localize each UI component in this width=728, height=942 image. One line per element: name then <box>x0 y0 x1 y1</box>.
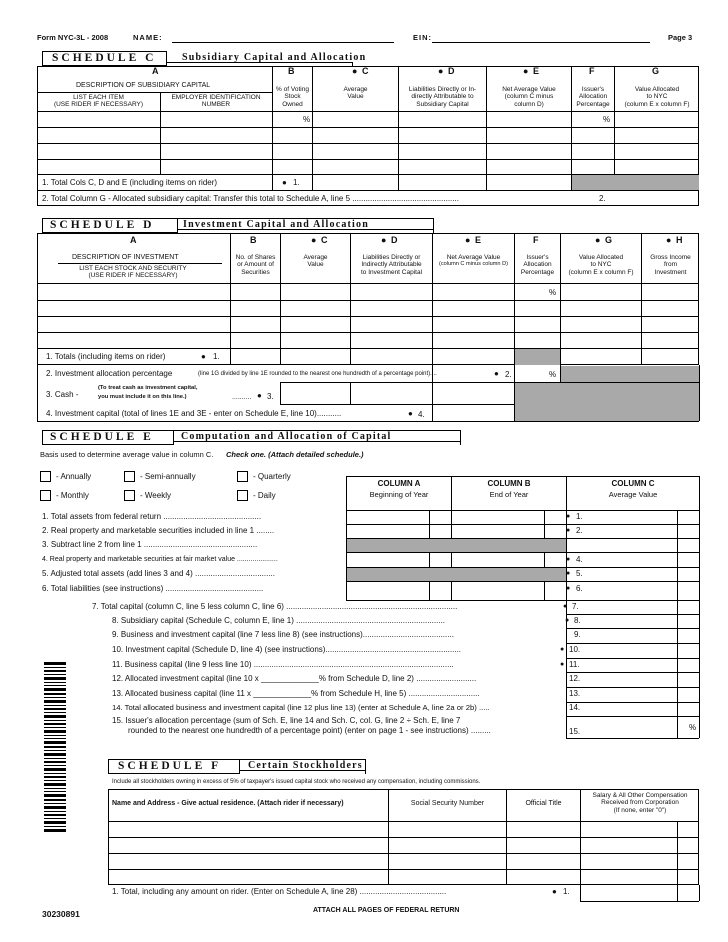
schedule-e-line5: 5. Adjusted total assets (add lines 3 and 4) .................................... <box>42 569 275 578</box>
quarterly-checkbox[interactable] <box>237 471 248 482</box>
schedule-e-line8: 8. Subsidiary capital (Schedule C, column E, line 1) ................................................................... <box>112 616 446 625</box>
schedule-e-line1: 1. Total assets from federal return ............................................ <box>42 512 262 521</box>
bullet-icon: ● <box>201 352 206 361</box>
ein-label: EIN: <box>413 33 432 42</box>
bullet-icon: ● <box>566 556 571 563</box>
schedule-e-line3: 3. Subtract line 2 from line 1 ................................................... <box>42 540 258 549</box>
schedule-d-line2: 2. Investment allocation percentage <box>46 369 173 378</box>
schedule-d-line1: 1. Totals (including items on rider) <box>46 352 166 361</box>
schedule-e-line10: 10. Investment capital (Schedule D, line 4) (see instructions)............................................................. <box>112 645 462 654</box>
bullet-icon: ● <box>282 178 287 187</box>
bullet-icon: ● <box>408 409 413 418</box>
bullet-icon: ● <box>566 570 571 577</box>
bullet-icon: ● <box>494 369 499 378</box>
schedule-c-line1: 1. Total Cols C, D and E (including items on rider) <box>42 178 218 187</box>
schedule-f-title: Certain Stockholders <box>248 760 363 771</box>
form-code: 30230891 <box>42 909 80 919</box>
bullet-icon: ● <box>666 235 672 245</box>
schedule-e-line12: 12. Allocated investment capital (line 10 x _____________% from Schedule D, line 2) ........................... <box>112 674 477 683</box>
form-number: Form NYC-3L - 2008 <box>37 33 109 42</box>
bullet-icon: ● <box>563 603 568 610</box>
schedule-e-label: SCHEDULE E <box>50 431 154 443</box>
name-field[interactable] <box>172 42 394 43</box>
schedule-e-line7: 7. Total capital (column C, line 5 less column C, line 6) ............................................................................. <box>92 602 458 611</box>
name-label: NAME: <box>133 33 163 42</box>
schedule-e-line9: 9. Business and investment capital (line 7 less line 8) (see instructions)......................................... <box>112 630 454 639</box>
schedule-c-line2: 2. Total Column G - Allocated subsidiary capital: Transfer this total to Schedule A, line 5 ................................................ <box>42 194 459 203</box>
page-number: Page 3 <box>668 33 693 42</box>
schedule-c-title: Subsidiary Capital and Allocation <box>182 52 367 63</box>
schedule-e-line14: 14. Total allocated business and investment capital (line 12 plus line 13) (enter at Schedule A, line 2a or 2b) ..... <box>112 703 490 712</box>
schedule-f-name-header: Name and Address - Give actual residence. (Attach rider if necessary) <box>112 800 344 807</box>
daily-checkbox[interactable] <box>237 490 248 501</box>
bullet-icon: ● <box>523 66 529 76</box>
schedule-f-label: SCHEDULE F <box>118 760 222 772</box>
schedule-d-title: Investment Capital and Allocation <box>183 219 370 230</box>
semi-annually-checkbox[interactable] <box>124 471 135 482</box>
barcode <box>44 662 66 832</box>
schedule-d-table <box>37 233 699 365</box>
schedule-e-line15: 15. Issuer's allocation percentage (sum of Sch. E, line 14 and Sch. C, col. G, line 2 ÷ Sch. E, line 7 <box>112 716 461 725</box>
bullet-icon: ● <box>552 887 557 896</box>
schedule-d-line3: 3. Cash - <box>46 390 79 399</box>
bullet-icon: ● <box>311 235 317 245</box>
schedule-d-line4: 4. Investment capital (total of lines 1E and 3E - enter on Schedule E, line 10)........... <box>46 409 342 418</box>
schedule-c-label: SCHEDULE C <box>52 52 157 64</box>
schedule-e-line6: 6. Total liabilities (see instructions) ............................................ <box>42 584 264 593</box>
schedule-e-line4: 4. Real property and marketable securities at fair market value ..................... <box>42 556 278 563</box>
bullet-icon: ● <box>566 585 571 592</box>
schedule-f-total-line: 1. Total, including any amount on rider. (Enter on Schedule A, line 28) ....................................... <box>112 887 447 896</box>
bullet-icon: ● <box>381 235 387 245</box>
bullet-icon: ● <box>257 391 262 400</box>
schedule-e-line13: 13. Allocated business capital (line 11 x _____________% from Schedule H, line 5) ................................ <box>112 689 480 698</box>
bullet-icon: ● <box>560 646 565 653</box>
schedule-e-title: Computation and Allocation of Capital <box>181 431 392 442</box>
annually-checkbox[interactable] <box>40 471 51 482</box>
attach-notice: ATTACH ALL PAGES OF FEDERAL RETURN <box>313 907 460 914</box>
bullet-icon: ● <box>560 661 565 668</box>
ein-field[interactable] <box>432 42 650 43</box>
monthly-checkbox[interactable] <box>40 490 51 501</box>
bullet-icon: ● <box>438 66 444 76</box>
schedule-d-label: SCHEDULE D <box>50 219 155 231</box>
weekly-checkbox[interactable] <box>124 490 135 501</box>
bullet-icon: ● <box>566 513 571 520</box>
bullet-icon: ● <box>565 617 570 624</box>
bullet-icon: ● <box>595 235 601 245</box>
bullet-icon: ● <box>352 66 358 76</box>
schedule-e-line2: 2. Real property and marketable securities included in line 1 ........ <box>42 526 275 535</box>
bullet-icon: ● <box>566 527 571 534</box>
schedule-e-line11: 11. Business capital (line 9 less line 10) .......................................................................................... <box>112 660 454 669</box>
bullet-icon: ● <box>465 235 471 245</box>
